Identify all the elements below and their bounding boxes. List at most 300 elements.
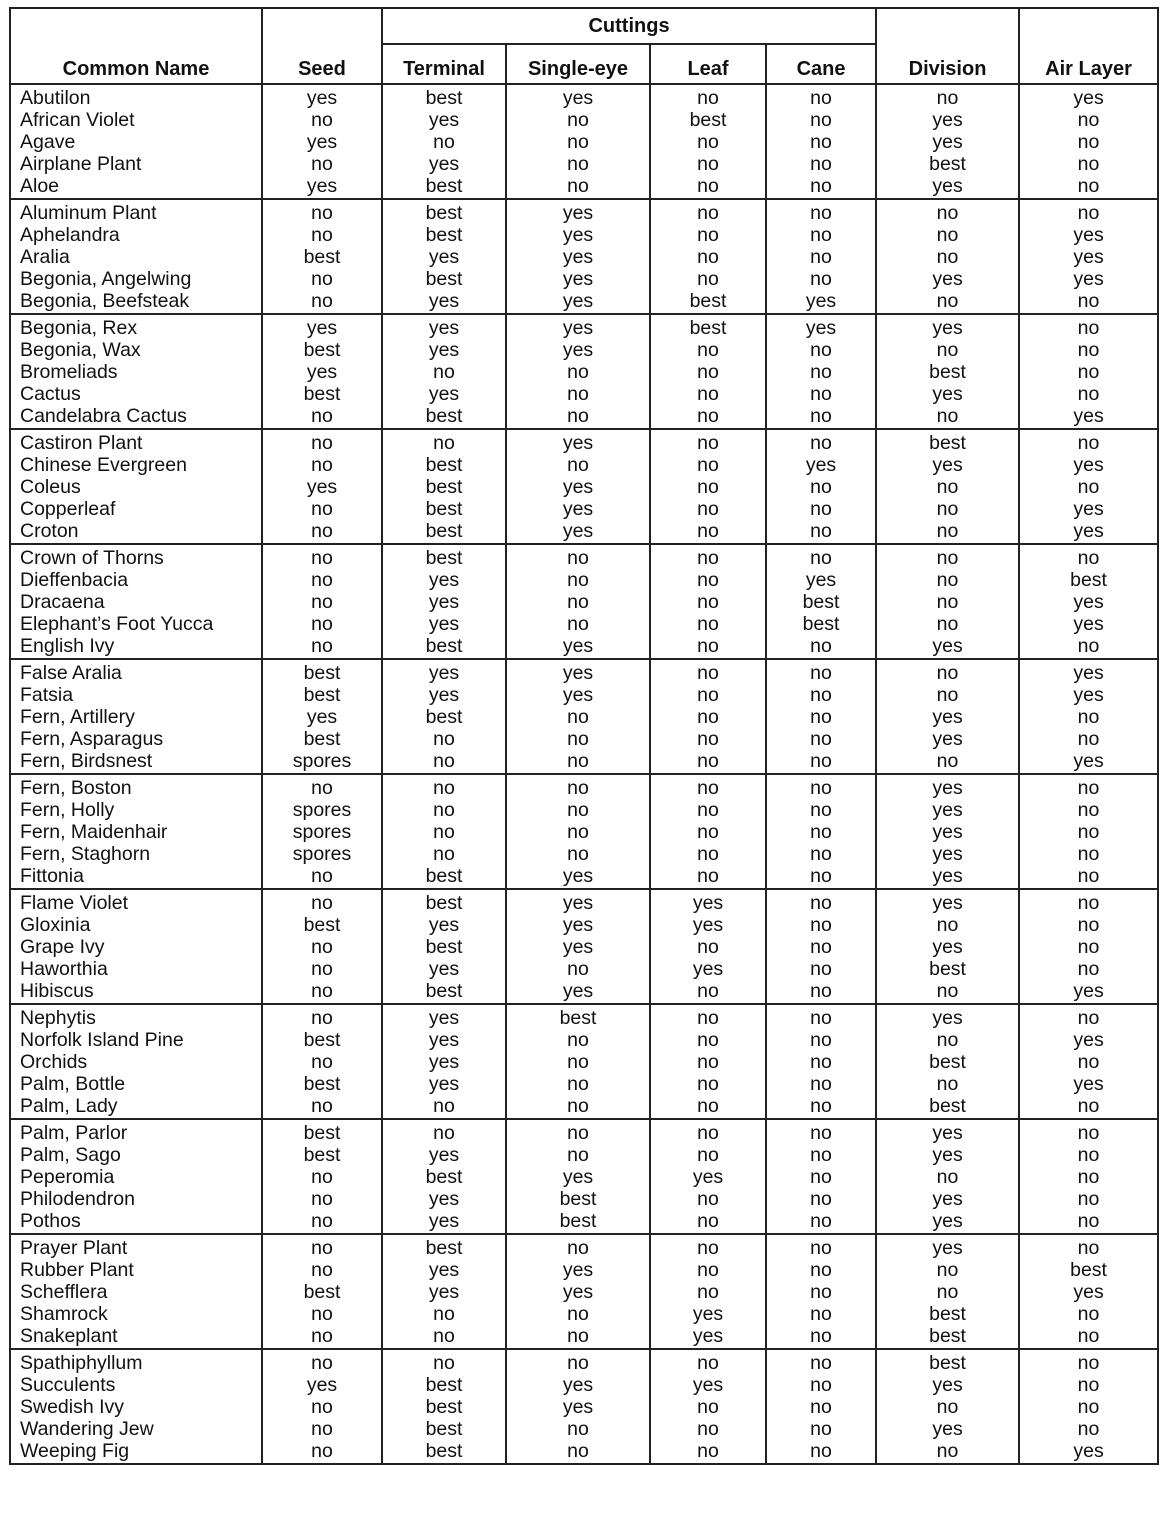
- cell-column-name: [10, 1004, 262, 1119]
- plant-name: Fittonia: [20, 865, 84, 887]
- propagation-value: no: [1077, 1051, 1100, 1073]
- propagation-value: no: [567, 153, 589, 175]
- propagation-value: no: [936, 684, 959, 706]
- propagation-value: yes: [562, 246, 594, 268]
- propagation-value: no: [433, 131, 455, 153]
- propagation-value: best: [425, 175, 463, 197]
- propagation-value: yes: [805, 290, 837, 312]
- cell-column-terminal: [382, 774, 506, 889]
- propagation-value: no: [311, 153, 333, 175]
- plant-name: Cactus: [20, 383, 81, 405]
- propagation-value: best: [689, 317, 727, 339]
- propagation-value: no: [311, 635, 333, 657]
- propagation-value: best: [802, 591, 840, 613]
- propagation-value: yes: [932, 865, 963, 887]
- propagation-value: no: [567, 405, 589, 427]
- propagation-value: yes: [1073, 750, 1104, 772]
- propagation-value: no: [810, 1352, 832, 1374]
- cell-column-air-layer: [1019, 659, 1158, 774]
- cell-column-air-layer: [1019, 84, 1158, 199]
- propagation-value: yes: [562, 980, 594, 1002]
- propagation-value: no: [1077, 843, 1100, 865]
- propagation-value: best: [425, 405, 463, 427]
- propagation-value: no: [697, 1007, 719, 1029]
- propagation-value: yes: [932, 383, 963, 405]
- propagation-value: no: [697, 613, 719, 635]
- plant-name: Aralia: [20, 246, 70, 268]
- cell-column-seed: [262, 659, 382, 774]
- propagation-value: best: [425, 202, 463, 224]
- propagation-value: no: [697, 591, 719, 613]
- propagation-value: yes: [932, 843, 963, 865]
- header-terminal: Terminal: [382, 44, 506, 84]
- table-row-group: [10, 544, 1158, 659]
- propagation-value: no: [697, 569, 719, 591]
- propagation-value: yes: [1073, 613, 1104, 635]
- propagation-value: no: [936, 476, 959, 498]
- propagation-value: no: [697, 750, 719, 772]
- propagation-value: no: [1077, 1325, 1100, 1347]
- propagation-value: no: [1077, 361, 1100, 383]
- propagation-value: yes: [1073, 980, 1104, 1002]
- cell-column-seed: [262, 1234, 382, 1349]
- propagation-value: yes: [562, 290, 594, 312]
- propagation-value: yes: [932, 1188, 963, 1210]
- cell-column-cane: [766, 774, 876, 889]
- cell-column-cane: [766, 1004, 876, 1119]
- cell-column-single-eye: [506, 429, 650, 544]
- cell-column-air-layer: [1019, 1004, 1158, 1119]
- cell-column-seed: [262, 199, 382, 314]
- table-row-group: [10, 1119, 1158, 1234]
- plant-name: Palm, Parlor: [20, 1122, 128, 1144]
- propagation-value: yes: [932, 109, 963, 131]
- propagation-value: no: [697, 432, 719, 454]
- propagation-value: best: [425, 865, 463, 887]
- propagation-value: no: [810, 476, 832, 498]
- propagation-value: yes: [306, 87, 338, 109]
- cell-column-seed: [262, 889, 382, 1004]
- cell-column-air-layer: [1019, 889, 1158, 1004]
- propagation-value: no: [567, 569, 589, 591]
- plant-name: Abutilon: [20, 87, 91, 109]
- propagation-value: no: [936, 750, 959, 772]
- propagation-value: no: [697, 1418, 719, 1440]
- plant-name: Begonia, Wax: [20, 339, 141, 361]
- table-row-group: [10, 659, 1158, 774]
- propagation-value: no: [810, 361, 832, 383]
- cell-column-leaf: [650, 889, 766, 1004]
- propagation-value: yes: [562, 914, 594, 936]
- propagation-value: no: [810, 202, 832, 224]
- propagation-value: no: [311, 1237, 333, 1259]
- cell-column-single-eye: [506, 774, 650, 889]
- propagation-value: no: [810, 1166, 832, 1188]
- cell-column-division: [876, 429, 1019, 544]
- propagation-value: no: [697, 635, 719, 657]
- propagation-value: no: [810, 432, 832, 454]
- cell-column-name: [10, 199, 262, 314]
- header-common-name: Common Name: [10, 8, 262, 84]
- propagation-value: no: [311, 547, 333, 569]
- propagation-value: best: [1070, 1259, 1107, 1281]
- propagation-value: yes: [932, 892, 963, 914]
- propagation-value: no: [433, 1122, 455, 1144]
- plant-name: Gloxinia: [20, 914, 91, 936]
- propagation-value: yes: [428, 958, 460, 980]
- propagation-value: best: [425, 547, 463, 569]
- plant-name: Weeping Fig: [20, 1440, 130, 1462]
- propagation-value: no: [936, 1440, 959, 1462]
- plant-name: Elephant’s Foot Yucca: [20, 613, 214, 635]
- plant-name: Agave: [20, 131, 76, 153]
- propagation-value: yes: [306, 1374, 338, 1396]
- propagation-value: yes: [932, 1210, 963, 1232]
- plant-name: Schefflera: [20, 1281, 108, 1303]
- plant-name: Chinese Evergreen: [20, 454, 187, 476]
- propagation-value: no: [810, 1007, 832, 1029]
- cell-column-cane: [766, 544, 876, 659]
- propagation-value: no: [567, 454, 589, 476]
- table-row-group: [10, 199, 1158, 314]
- propagation-value: no: [810, 843, 832, 865]
- propagation-value: no: [936, 591, 959, 613]
- propagation-value: yes: [428, 1188, 460, 1210]
- propagation-value: no: [810, 914, 832, 936]
- header-air-layer: Air Layer: [1019, 8, 1158, 84]
- propagation-value: yes: [306, 131, 338, 153]
- propagation-value: no: [936, 339, 959, 361]
- table-row-group: [10, 889, 1158, 1004]
- propagation-value: no: [697, 246, 719, 268]
- propagation-value: yes: [932, 936, 963, 958]
- propagation-value: no: [810, 547, 832, 569]
- propagation-value: best: [559, 1007, 597, 1029]
- cell-column-leaf: [650, 1234, 766, 1349]
- propagation-value: yes: [428, 1007, 460, 1029]
- propagation-value: no: [697, 405, 719, 427]
- propagation-value: no: [697, 1352, 719, 1374]
- propagation-value: no: [1077, 635, 1100, 657]
- propagation-value: no: [810, 750, 832, 772]
- propagation-value: no: [697, 1144, 719, 1166]
- propagation-value: no: [1077, 290, 1100, 312]
- propagation-value: no: [697, 202, 719, 224]
- propagation-value: yes: [1073, 1029, 1104, 1051]
- propagation-value: yes: [306, 476, 338, 498]
- propagation-value: yes: [805, 569, 837, 591]
- propagation-value: yes: [562, 635, 594, 657]
- propagation-value: yes: [1073, 1281, 1104, 1303]
- propagation-value: best: [303, 383, 341, 405]
- propagation-value: no: [1077, 1352, 1100, 1374]
- propagation-value: yes: [562, 1166, 594, 1188]
- plant-name: Begonia, Beefsteak: [20, 290, 190, 312]
- plant-name: Shamrock: [20, 1303, 108, 1325]
- propagation-value: no: [1077, 1237, 1100, 1259]
- propagation-value: no: [936, 405, 959, 427]
- propagation-value: yes: [932, 1237, 963, 1259]
- propagation-value: no: [936, 613, 959, 635]
- propagation-value: no: [810, 1051, 832, 1073]
- propagation-value: no: [311, 980, 333, 1002]
- propagation-value: best: [929, 958, 966, 980]
- propagation-value: no: [697, 662, 719, 684]
- plant-name: Succulents: [20, 1374, 116, 1396]
- cell-column-seed: [262, 544, 382, 659]
- propagation-value: yes: [932, 821, 963, 843]
- propagation-value: best: [929, 432, 966, 454]
- propagation-value: best: [425, 1396, 463, 1418]
- propagation-value: yes: [562, 865, 594, 887]
- propagation-value: no: [567, 958, 589, 980]
- propagation-value: yes: [562, 87, 594, 109]
- plant-name: Palm, Sago: [20, 1144, 121, 1166]
- propagation-value: no: [936, 980, 959, 1002]
- propagation-value: yes: [932, 1374, 963, 1396]
- cell-column-single-eye: [506, 1349, 650, 1464]
- propagation-value: yes: [562, 1281, 594, 1303]
- propagation-value: no: [1077, 153, 1100, 175]
- propagation-value: no: [697, 224, 719, 246]
- propagation-value: no: [311, 520, 333, 542]
- propagation-value: yes: [1073, 1440, 1104, 1462]
- propagation-value: no: [810, 980, 832, 1002]
- cell-column-division: [876, 889, 1019, 1004]
- cell-column-single-eye: [506, 1004, 650, 1119]
- plant-name: Nephytis: [20, 1007, 96, 1029]
- cell-column-seed: [262, 1004, 382, 1119]
- plant-name: Flame Violet: [20, 892, 129, 914]
- propagation-value: no: [697, 1095, 719, 1117]
- propagation-value: no: [1077, 892, 1100, 914]
- propagation-value: no: [697, 1029, 719, 1051]
- propagation-value: no: [1077, 1095, 1100, 1117]
- cell-column-air-layer: [1019, 1119, 1158, 1234]
- cell-column-single-eye: [506, 1234, 650, 1349]
- cell-column-division: [876, 84, 1019, 199]
- propagation-value: best: [425, 1237, 463, 1259]
- propagation-value: yes: [692, 914, 724, 936]
- propagation-value: best: [303, 1144, 341, 1166]
- plant-name: Fatsia: [20, 684, 74, 706]
- propagation-value: no: [697, 175, 719, 197]
- cell-column-name: [10, 774, 262, 889]
- propagation-value: no: [810, 224, 832, 246]
- propagation-value: yes: [428, 317, 460, 339]
- propagation-value: no: [311, 268, 333, 290]
- propagation-value: best: [425, 454, 463, 476]
- cell-column-terminal: [382, 1119, 506, 1234]
- propagation-value: yes: [428, 569, 460, 591]
- propagation-value: no: [567, 1029, 589, 1051]
- cell-column-air-layer: [1019, 774, 1158, 889]
- propagation-value: yes: [562, 498, 594, 520]
- propagation-value: no: [810, 1144, 832, 1166]
- propagation-value: no: [1077, 1188, 1100, 1210]
- propagation-value: best: [425, 498, 463, 520]
- propagation-value: no: [1077, 1303, 1100, 1325]
- propagation-value: no: [810, 821, 832, 843]
- propagation-value: no: [567, 777, 589, 799]
- cell-column-terminal: [382, 429, 506, 544]
- cell-column-name: [10, 659, 262, 774]
- propagation-value: no: [936, 914, 959, 936]
- plant-name: Dieffenbacia: [20, 569, 129, 591]
- propagation-value: no: [936, 662, 959, 684]
- cell-column-cane: [766, 84, 876, 199]
- propagation-value: no: [311, 109, 333, 131]
- cell-column-name: [10, 314, 262, 429]
- propagation-value: yes: [932, 268, 963, 290]
- propagation-value: best: [929, 1095, 966, 1117]
- plant-name: Begonia, Angelwing: [20, 268, 192, 290]
- propagation-value: no: [697, 684, 719, 706]
- propagation-value: no: [433, 1095, 455, 1117]
- propagation-value: yes: [932, 706, 963, 728]
- plant-name: English Ivy: [20, 635, 115, 657]
- cell-column-division: [876, 774, 1019, 889]
- propagation-value: no: [1077, 131, 1100, 153]
- propagation-value: yes: [428, 290, 460, 312]
- header-cuttings: Cuttings: [382, 8, 876, 44]
- propagation-value: yes: [428, 613, 460, 635]
- propagation-value: no: [697, 936, 719, 958]
- plant-name: Rubber Plant: [20, 1259, 134, 1281]
- propagation-value: best: [559, 1188, 597, 1210]
- cell-column-terminal: [382, 314, 506, 429]
- propagation-value: yes: [428, 684, 460, 706]
- propagation-value: no: [311, 498, 333, 520]
- header-division: Division: [876, 8, 1019, 84]
- propagation-value: best: [303, 1073, 341, 1095]
- propagation-value: no: [697, 1396, 719, 1418]
- propagation-value: no: [810, 1259, 832, 1281]
- propagation-value: no: [311, 613, 333, 635]
- plant-name: Snakeplant: [20, 1325, 118, 1347]
- propagation-value: yes: [428, 914, 460, 936]
- propagation-value: no: [936, 569, 959, 591]
- propagation-value: no: [1077, 1396, 1100, 1418]
- propagation-value: yes: [428, 1073, 460, 1095]
- propagation-value: yes: [1073, 662, 1104, 684]
- cell-column-air-layer: [1019, 314, 1158, 429]
- propagation-value: yes: [932, 799, 963, 821]
- propagation-value: no: [1077, 317, 1100, 339]
- cell-column-name: [10, 84, 262, 199]
- plant-name: Bromeliads: [20, 361, 118, 383]
- plant-name: Norfolk Island Pine: [20, 1029, 184, 1051]
- propagation-value: no: [567, 109, 589, 131]
- propagation-value: no: [1077, 936, 1100, 958]
- propagation-value: spores: [292, 821, 352, 843]
- propagation-value: no: [1077, 799, 1100, 821]
- cell-column-division: [876, 1119, 1019, 1234]
- propagation-value: no: [810, 1210, 832, 1232]
- plant-name: Fern, Boston: [20, 777, 132, 799]
- propagation-value: yes: [562, 224, 594, 246]
- propagation-value: no: [697, 1259, 719, 1281]
- propagation-value: no: [697, 476, 719, 498]
- propagation-value: best: [425, 520, 463, 542]
- cell-column-cane: [766, 659, 876, 774]
- plant-name: Hibiscus: [20, 980, 94, 1002]
- cell-column-name: [10, 1119, 262, 1234]
- cell-column-division: [876, 1004, 1019, 1119]
- cell-column-leaf: [650, 199, 766, 314]
- propagation-value: yes: [932, 454, 963, 476]
- propagation-value: no: [810, 1325, 832, 1347]
- propagation-value: no: [567, 750, 589, 772]
- propagation-value: yes: [692, 1303, 724, 1325]
- propagation-value: yes: [562, 662, 594, 684]
- cell-column-leaf: [650, 1004, 766, 1119]
- cell-column-leaf: [650, 429, 766, 544]
- propagation-value: no: [311, 1210, 333, 1232]
- plant-name: Aloe: [20, 175, 60, 197]
- plant-name: Grape Ivy: [20, 936, 105, 958]
- propagation-value: no: [433, 821, 455, 843]
- propagation-value: best: [425, 1166, 463, 1188]
- propagation-value: no: [697, 1122, 719, 1144]
- propagation-value: no: [311, 454, 333, 476]
- propagation-value: no: [567, 175, 589, 197]
- propagation-value: yes: [428, 662, 460, 684]
- cell-column-terminal: [382, 1004, 506, 1119]
- cell-column-leaf: [650, 774, 766, 889]
- propagation-value: yes: [428, 339, 460, 361]
- cell-column-single-eye: [506, 544, 650, 659]
- propagation-value: best: [1070, 569, 1107, 591]
- propagation-value: yes: [428, 246, 460, 268]
- propagation-value: yes: [562, 339, 594, 361]
- propagation-value: no: [810, 1122, 832, 1144]
- propagation-value: no: [697, 520, 719, 542]
- cell-column-leaf: [650, 659, 766, 774]
- propagation-value: yes: [562, 936, 594, 958]
- propagation-value: no: [567, 1073, 589, 1095]
- propagation-value: no: [567, 799, 589, 821]
- propagation-value: no: [810, 1095, 832, 1117]
- propagation-value: no: [567, 1352, 589, 1374]
- header-leaf: Leaf: [650, 44, 766, 84]
- header-cane: Cane: [766, 44, 876, 84]
- propagation-value: yes: [562, 1396, 594, 1418]
- propagation-value: yes: [562, 317, 594, 339]
- propagation-value: best: [303, 662, 341, 684]
- propagation-value: yes: [306, 361, 338, 383]
- propagation-value: no: [311, 1352, 333, 1374]
- plant-name: Fern, Asparagus: [20, 728, 164, 750]
- propagation-value: no: [567, 1144, 589, 1166]
- cell-column-cane: [766, 1349, 876, 1464]
- propagation-value: yes: [1073, 268, 1104, 290]
- propagation-value: no: [697, 87, 719, 109]
- plant-name: African Violet: [20, 109, 135, 131]
- propagation-value: no: [697, 706, 719, 728]
- propagation-value: no: [1077, 1007, 1100, 1029]
- propagation-value: no: [433, 799, 455, 821]
- propagation-value: yes: [932, 317, 963, 339]
- cell-column-seed: [262, 1349, 382, 1464]
- propagation-value: no: [810, 87, 832, 109]
- propagation-value: best: [425, 476, 463, 498]
- propagation-value: no: [936, 1281, 959, 1303]
- propagation-value: no: [1077, 1166, 1100, 1188]
- propagation-value: no: [311, 569, 333, 591]
- propagation-value: no: [810, 936, 832, 958]
- propagation-value: best: [929, 1352, 966, 1374]
